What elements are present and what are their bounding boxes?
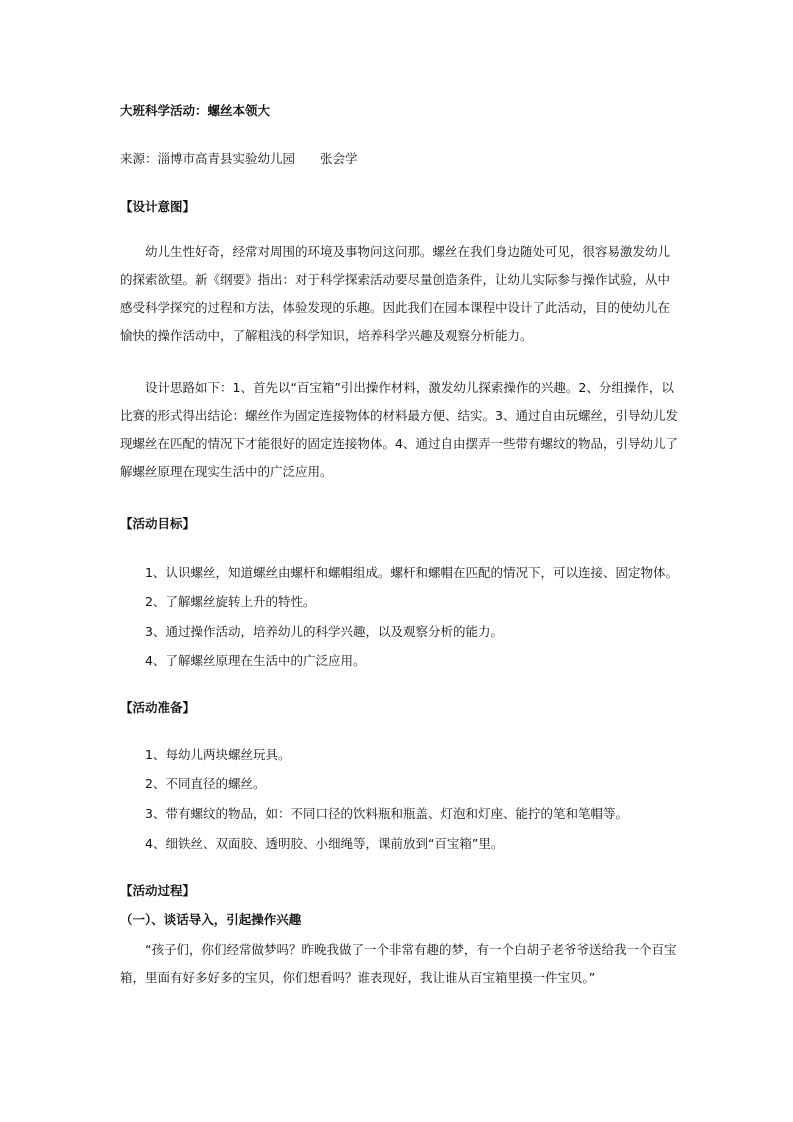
- goal-item: 2、了解螺丝旋转上升的特性。: [145, 594, 316, 609]
- preparation-item: 3、带有螺纹的物品，如：不同口径的饮料瓶和瓶盖、灯泡和灯座、能拧的笔和笔帽等。: [145, 806, 628, 821]
- preparation-item: 4、细铁丝、双面胶、透明胶、小细绳等，课前放到“百宝箱”里。: [145, 836, 504, 851]
- design-intent-paragraph-2: 设计思路如下：1、首先以“百宝箱”引出操作材料，激发幼儿探索操作的兴趣。2、分组操作，以比赛的形式得出结论：螺丝作为固定连接物体的材料最方便、结实。3、通过自由玩螺丝，引导幼儿发现螺丝在匹配的情况下才能很好的固定连接物体。4、通过自由摆弄一些带有螺纹的物品，引导幼儿了解螺丝原理在现实生活中的广泛应用。: [120, 380, 678, 479]
- document-title: 大班科学活动：螺丝本领大: [120, 103, 271, 118]
- goal-item: 1、认识螺丝，知道螺丝由螺杆和螺帽组成。螺杆和螺帽在匹配的情况下，可以连接、固定物体。: [145, 565, 678, 580]
- source-line: 来源：淄博市高青县实验幼儿园 张会学: [120, 151, 358, 166]
- heading-design-intent: 【设计意图】: [120, 199, 196, 214]
- process-subheading: （一）、谈话导入，引起操作兴趣: [120, 912, 302, 927]
- preparation-item: 2、不同直径的螺丝。: [145, 776, 266, 791]
- heading-process: 【活动过程】: [120, 883, 196, 898]
- preparation-item: 1、每幼儿两块螺丝玩具。: [145, 747, 291, 762]
- heading-preparation: 【活动准备】: [120, 700, 196, 715]
- heading-goals: 【活动目标】: [120, 516, 196, 531]
- goal-item: 4、了解螺丝原理在生活中的广泛应用。: [145, 653, 366, 668]
- process-paragraph: “孩子们，你们经常做梦吗？昨晚我做了一个非常有趣的梦，有一个白胡子老爷爷送给我一个百宝箱，里面有好多好多的宝贝，你们想看吗？谁表现好，我让谁从百宝箱里摸一件宝贝。”: [120, 942, 677, 985]
- design-intent-paragraph-1: 幼儿生性好奇，经常对周围的环境及事物问这问那。螺丝在我们身边随处可见，很容易激发幼儿的探索欲望。新《纲要》指出：对于科学探索活动要尽量创造条件，让幼儿实际参与操作试验，从中感受科学探究的过程和方法，体验发现的乐趣。因此我们在园本课程中设计了此活动，目的使幼儿在愉快的操作活动中，了解粗浅的科学知识，培养科学兴趣及观察分析能力。: [120, 244, 671, 343]
- goal-item: 3、通过操作活动，培养幼儿的科学兴趣，以及观察分析的能力。: [145, 624, 503, 639]
